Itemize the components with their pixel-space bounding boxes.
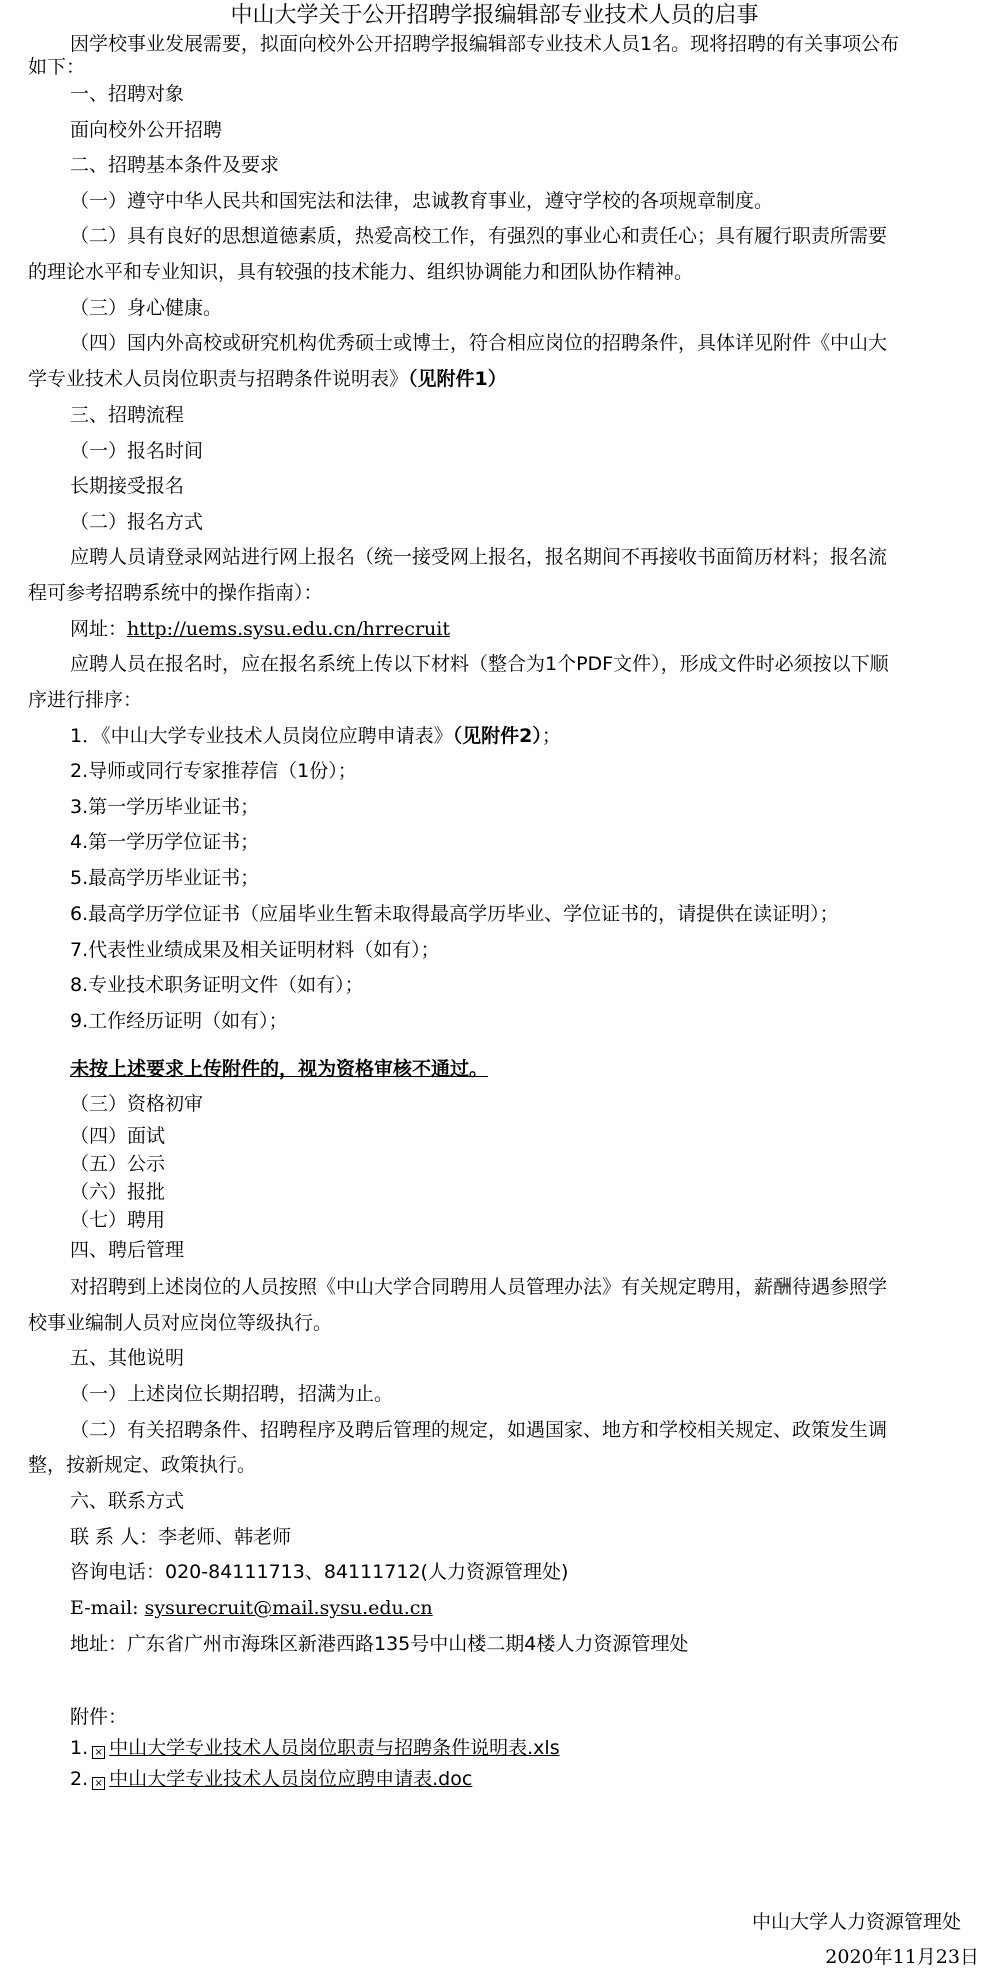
attachment-number: 1. — [70, 1737, 89, 1759]
post-hire-line-1: 对招聘到上述岗位的人员按照《中山大学合同聘用人员管理办法》有关规定聘用，薪酬待遇参照学 — [70, 1276, 888, 1298]
section-heading-2: 二、招聘基本条件及要求 — [70, 154, 280, 176]
material-item-7: 7.代表性业绩成果及相关证明材料（如有）； — [70, 939, 440, 961]
attachment-2-ref: （见附件2） — [452, 725, 542, 747]
material-item-6: 6.最高学历学位证书（应届毕业生暂未取得最高学历毕业、学位证书的，请提供在读证明）； — [70, 903, 839, 925]
email-link[interactable]: sysurecruit@mail.sysu.edu.cn — [144, 1597, 433, 1619]
material-item-1 — [70, 724, 561, 748]
condition-4-line-2 — [28, 367, 507, 391]
section-heading-3: 三、招聘流程 — [70, 404, 185, 426]
url-label: 网址： — [70, 618, 128, 640]
material-item-4: 4.第一学历学位证书； — [70, 831, 260, 853]
issue-date: 2020年11月23日 — [825, 1946, 979, 1968]
material-item-3: 3.第一学历毕业证书； — [70, 796, 260, 818]
process-2-line-2: 程可参考招聘系统中的操作指南）： — [28, 582, 323, 604]
signer: 中山大学人力资源管理处 — [751, 1911, 961, 1933]
section-heading-6: 六、联系方式 — [70, 1490, 185, 1512]
intro-line-1: 因学校事业发展需要，拟面向校外公开招聘学报编辑部专业技术人员1名。现将招聘的有关事项公布 — [70, 33, 900, 55]
process-1-heading: （一）报名时间 — [70, 440, 204, 462]
email-row — [70, 1596, 433, 1620]
condition-1: （一）遵守中华人民共和国宪法和法律，忠诚教育事业，遵守学校的各项规章制度。 — [70, 190, 774, 212]
warning-text: 未按上述要求上传附件的，视为资格审核不通过。 — [70, 1058, 489, 1080]
attachment-row — [70, 1767, 472, 1791]
attachments-label: 附件： — [70, 1706, 128, 1728]
process-6: （六）报批 — [70, 1181, 166, 1203]
materials-line-1: 应聘人员在报名时，应在报名系统上传以下材料（整合为1个PDF文件），形成文件时必须按以下顺 — [70, 653, 889, 675]
material-item-1-text: 1．《中山大学专业技术人员岗位应聘申请表》 — [70, 725, 453, 747]
url-row — [70, 617, 450, 641]
contact-address: 地址：广东省广州市海珠区新港西路135号中山楼二期4楼人力资源管理处 — [70, 1633, 689, 1655]
material-item-1-end: ； — [541, 725, 561, 747]
contact-phone: 咨询电话：020-84111713、84111712(人力资源管理处) — [70, 1561, 569, 1583]
other-note-2-line-1: （二）有关招聘条件、招聘程序及聘后管理的规定，如遇国家、地方和学校相关规定、政策发生调 — [70, 1419, 888, 1441]
email-label: E-mail: — [70, 1597, 145, 1619]
condition-2-line-2: 的理论水平和专业知识，具有较强的技术能力、组织协调能力和团队协作精神。 — [28, 261, 694, 283]
other-note-1: （一）上述岗位长期招聘，招满为止。 — [70, 1383, 394, 1405]
section-heading-1: 一、招聘对象 — [70, 83, 185, 105]
section-heading-4: 四、聘后管理 — [70, 1239, 185, 1261]
section-heading-5: 五、其他说明 — [70, 1347, 185, 1369]
process-1-text: 长期接受报名 — [70, 475, 185, 497]
other-note-2-line-2: 整，按新规定、政策执行。 — [28, 1454, 257, 1476]
material-item-5: 5.最高学历毕业证书； — [70, 867, 260, 889]
process-3: （三）资格初审 — [70, 1093, 204, 1115]
post-hire-line-2: 校事业编制人员对应岗位等级执行。 — [28, 1312, 333, 1334]
attachment-number: 2. — [70, 1768, 89, 1790]
attachment-1-ref: （见附件1） — [408, 368, 507, 390]
condition-3: （三）身心健康。 — [70, 297, 223, 319]
material-item-9: 9.工作经历证明（如有）； — [70, 1010, 288, 1032]
condition-4-line-1: （四）国内外高校或研究机构优秀硕士或博士，符合相应岗位的招聘条件，具体详见附件《中山大 — [70, 332, 888, 354]
recruit-url-link[interactable]: http://uems.sysu.edu.cn/hrrecruit — [127, 618, 450, 640]
materials-line-2: 序进行排序： — [28, 689, 143, 711]
process-5: （五）公示 — [70, 1153, 166, 1175]
process-2-heading: （二）报名方式 — [70, 511, 204, 533]
broken-image-icon: × — [92, 1746, 105, 1759]
attachment-row — [70, 1736, 560, 1760]
page-title: 中山大学关于公开招聘学报编辑部专业技术人员的启事 — [230, 3, 759, 28]
condition-2-line-1: （二）具有良好的思想道德素质，热爱高校工作，有强烈的事业心和责任心；具有履行职责所需要 — [70, 225, 888, 247]
attachment-link[interactable]: 中山大学专业技术人员岗位应聘申请表.doc — [109, 1768, 473, 1790]
process-2-line-1: 应聘人员请登录网站进行网上报名（统一接受网上报名，报名期间不再接收书面简历材料；报名流 — [70, 546, 888, 568]
process-7: （七）聘用 — [70, 1209, 166, 1231]
intro-line-2: 如下： — [28, 56, 86, 78]
material-item-8: 8.专业技术职务证明文件（如有）； — [70, 974, 364, 996]
condition-4-text: 学专业技术人员岗位职责与招聘条件说明表》 — [28, 368, 409, 390]
broken-image-icon: × — [92, 1777, 105, 1790]
contact-person: 联 系 人：李老师、韩老师 — [70, 1526, 292, 1548]
material-item-2: 2.导师或同行专家推荐信（1份）； — [70, 760, 357, 782]
process-4: （四）面试 — [70, 1125, 166, 1147]
section-1-text: 面向校外公开招聘 — [70, 119, 223, 141]
attachment-link[interactable]: 中山大学专业技术人员岗位职责与招聘条件说明表.xls — [109, 1737, 560, 1759]
